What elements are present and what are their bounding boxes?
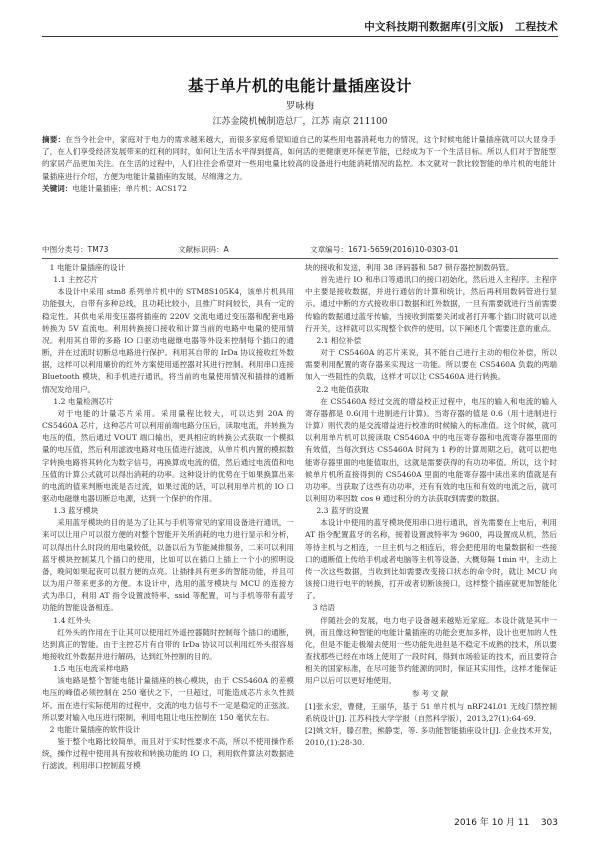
section-heading: 1 电能计量插座的设计 — [49, 263, 126, 272]
body-paragraph: 首先进行 IO 和串口等通讯口的接口初始化，然后进入主程序。主程序中主要是接收数据，并进行通信的计算和统计，然后再利用数码管进行显示。通过中断的方式接收串口数据和红外数据，一旦有需要就进行当前需要传输的数据通过蓝牙传输，当接收到需要关闭或者打开哪个插口时就可以进行开关，这样就可以实现整个软件的使用。以下阐述几个需要注意的重点。 — [305, 275, 557, 333]
page-number: 303 — [540, 818, 558, 828]
header-rule — [42, 36, 558, 37]
body-paragraph: 本设计中使用的蓝牙模块使用串口进行通讯，首先需要在上电后，利用 AT 指令配置蓝牙的名称，接着设置波特率为 9600，再设置成从机，然后等待主机与之相连，一旦主机与之相连后，将会把使用的电量数据和一些接口的通断值上传给手机或者电脑等主机等设备，大概每隔 1min 中，主动上传一次这些数据，当收到比如需要改变接口状态的命令时，就让 MCU 向该接口进行电平的转换，打开或者切断该接口，这样整个插座就更加智能化了。 — [305, 518, 557, 601]
subsection-heading: 2.3 蓝牙的设置 — [316, 506, 369, 516]
subsection-heading: 1.1 主控芯片 — [53, 275, 99, 285]
body-paragraph: 本设计中采用 stm8 系列单片机中的 STM8S105K4，该单片机具用功能强大，自带有多种总线，且功耗比较小，且推广时间较长，具有一定的稳定性。其供电采用变压器将插座的 220V 交流电通过变压器和配套电路转换为 5V 直流电。利用转换接口接收和计算当前的电路中电量的使用情况。利用其自带的多路 IO 口驱动电磁继电器等外设来控制每个插口的通断，并在过流时切断总电路进行保护。利用其自带的 IrDa 协议接收红外数据，这样可以利用廉价的红外方案使用遥控器对其进行控制。利用串口连接 Bluetooth 模块，和手机进行通讯，将当前的电量使用情况和插排的通断情况发给用户。 — [42, 287, 294, 394]
right-column — [305, 262, 557, 749]
journal-name: 中文科技期刊数据库(引文版) 工程技术 — [364, 21, 558, 33]
body-paragraph-continued: 块的接收和发送，利用 38 译码器和 587 锁存器控制数码管。 — [305, 263, 514, 272]
abstract-section — [42, 134, 556, 195]
meta-rule — [42, 258, 558, 259]
abstract-text: 在当今社会中，家庭对于电力的需求越来越大，而很多家庭希望知道自己的某些用电器消耗电力的情况，这个时候电能计量插座就可以大显身手了，在人们享受经济发展带来的红利的同时，如何让生活水平得到提高，如何活的更健康更环保更节能，已经成为下一个生活目标。所以人们对于智能型的家居产品更加关注。在生活的过程中，人们往往会希望对一些用电量比较高的设备进行电能消耗情况的监控。本文就对一款比较智能的单片机的电能计量插座进行介绍，方便为电能计量插座的发展，尽绵薄之力。 — [42, 135, 556, 181]
body-paragraph: 对于 CS5460A 的芯片来说，其不能自己进行主动的相位补偿，所以需要利用配置的寄存器来实现这一功能。所以要在 CS5460A 负载的两端加入一些阻性的负载，这样才可以让 CS5460A 进行转换。 — [305, 348, 557, 382]
subsection-heading: 1.2 电量检测芯片 — [53, 396, 114, 406]
body-paragraph: 红外头的作用在于让其可以使用红外遥控器随时控制每个插口的通断，达到真正的智能。由于主控芯片有自带的 IrDa 协议可以利用红外头很容易地接收红外数据并进行解码，达到红外控制的目的。 — [42, 627, 294, 661]
publication-date: 2016 年 10 月 11 — [454, 818, 530, 828]
paper-title: 基于单片机的电能计量插座设计 — [187, 77, 412, 95]
body-paragraph: 伴随社会的发展，电力电子设备越来越贴近家庭。本设计就是其中一例，而且像这种智能的电能计量插座的功能会更加多样，设计也更加的人性化，但是不能走极端去使用一些功能先进但是不稳定不成熟的技术，所以要查找那些已经在市场上使用了一段时间，得到市场验证的技术，而且要符合相关的国家标准，在尽可能节约能源的同时，保证其实用性，这样才能保证用户以后可以更好地使用。 — [305, 615, 557, 686]
body-paragraph: 采用蓝牙模块的目的是为了让其与手机等常见的家用设备进行通讯，一来可以让用户可以很方便的对整个智能开关所消耗的电力进行显示和分析，可以得出什么时段的用电量较低，以备以后为节能减排服务，二来可以利用蓝牙模块控制某几个插口的使用，比如可以在插口上插上一个小的照明设备，晚间如果起夜可以很方便的点亮。让插排具有更多的智能功能，并且可以为用户带来更多的方便。本设计中，选用的蓝牙模块与 MCU 的连接方式为串口，利用 AT 指令设置波特率、ssid 等配置，可与手机等带有蓝牙功能的智能设备相连。 — [42, 518, 294, 613]
section-heading: 2 电能计量插座的软件设计 — [49, 724, 141, 734]
paper-author: 罗咏梅 — [285, 101, 315, 112]
subsection-heading: 2.1 相位补偿 — [316, 335, 362, 345]
section-heading: 3 结语 — [312, 603, 336, 613]
abstract-paragraph — [42, 134, 556, 183]
abstract-label: 摘要： — [42, 135, 66, 144]
keywords-text: 电能计量插座；单片机；ACS172 — [72, 183, 187, 193]
body-paragraph: 在 CS5460A 经过交流的增益校正过程中，电压的输入和电流的输入寄存器都是 0.6(用十进制进行计算)。当寄存器的值是 0.6（用十进制进行计算）则代表的是交流增益进行校准的时候输入的标准值。这个时候，就可以利用单片机可以接读取 CS5460A 中的电压寄存器和电流寄存器里面的有效值，当每次到达 CS5460A 时间为 1 秒的计算周期之后，就可以把电能寄存器里面的电能值取出，这就是需要获得的有功功率值。所以，这个时候单片机所直接得到的 CS5460A 里面的电能寄存器中读出来的值就是有功功率。当获取了这些有功功率，还有有效的电压和有效的电流之后，就可以利用功率因数 cos θ 通过积分的方法获取到需要的数据。 — [305, 396, 557, 503]
body-paragraph: 该电路是整个智能电能计量插座的核心模块，由于 CS5460A 的差模电压的峰值必须控制在 250 毫伏之下，一旦超过，可能造成芯片永久性损坏。而在进行实际使用的过程中，交流的电力信号不一定是稳定的正弦波。所以要对输入电压进行限制，利用电阻让电压控制在 150 毫伏左右。 — [42, 676, 294, 722]
left-column — [42, 262, 294, 773]
keywords-label: 关键词： — [42, 183, 73, 193]
body-paragraph: 对于电能的计量芯片采用。采用量程比较大，可以达到 20A 的 CS5460A 芯片，这种芯片可以利用前端电路分压后，读取电流，并转换为电压的值，然后通过 VOUT 端口输出，更具相应的转换公式获取一个模拟量的电压值，然后利用滤波电路对电压值进行滤波，从单片机内置的模拟数字转换电路将其转化为数字信号，再换算成电流的值，然后通过电流值和电压值的计算公式就可以得出消耗的功率。这种设计的优势在于如果换算出来的电流的值来判断电流是否过流，如果过流的话，可以利用单片机的 IO 口驱动电磁继电器切断总电源，达到一个保护的作用。 — [42, 408, 294, 503]
paper-affiliation: 江苏金陵机械制造总厂，江苏 南京 211100 — [212, 117, 388, 127]
doc-code: 文献标识码：A — [178, 245, 229, 254]
article-number: 文章编号：1671-5659(2016)10-0303-01 — [310, 245, 459, 254]
subsection-heading: 1.5 电压电流采样电路 — [53, 664, 129, 674]
subsection-heading: 1.4 红外头 — [53, 615, 91, 625]
page-footer — [454, 815, 558, 828]
subsection-heading: 2.2 电能值获取 — [316, 384, 369, 394]
references-heading: 参考文献 — [411, 689, 451, 699]
subsection-heading: 1.3 蓝牙模块 — [53, 506, 99, 516]
reference-item: [1]张永宏，曹健，王丽华，基于 51 单片机与 nRF24L01 无线门禁控制系统设计[J]. 江苏科技大学学报（自然科学版），2013,27(1):64-69. — [305, 701, 557, 723]
reference-item: [2]姚文轩，滕召胜，熊静雯，等. 多功能智能插座设计[J]. 企业技术开发，2010,(1):28-30. — [305, 725, 557, 748]
journal-header — [0, 0, 600, 46]
keywords-line — [42, 183, 556, 195]
clc-number: 中图分类号：TM73 — [42, 245, 109, 254]
body-paragraph: 鉴于整个电路比较简单，而且对于实时性要求不高，所以不使用操作系统，操作过程中使用具有按收和转换功能的 IO 口，利用软件算法对数据进行滤波，利用串口控制蓝牙模 — [42, 737, 294, 771]
